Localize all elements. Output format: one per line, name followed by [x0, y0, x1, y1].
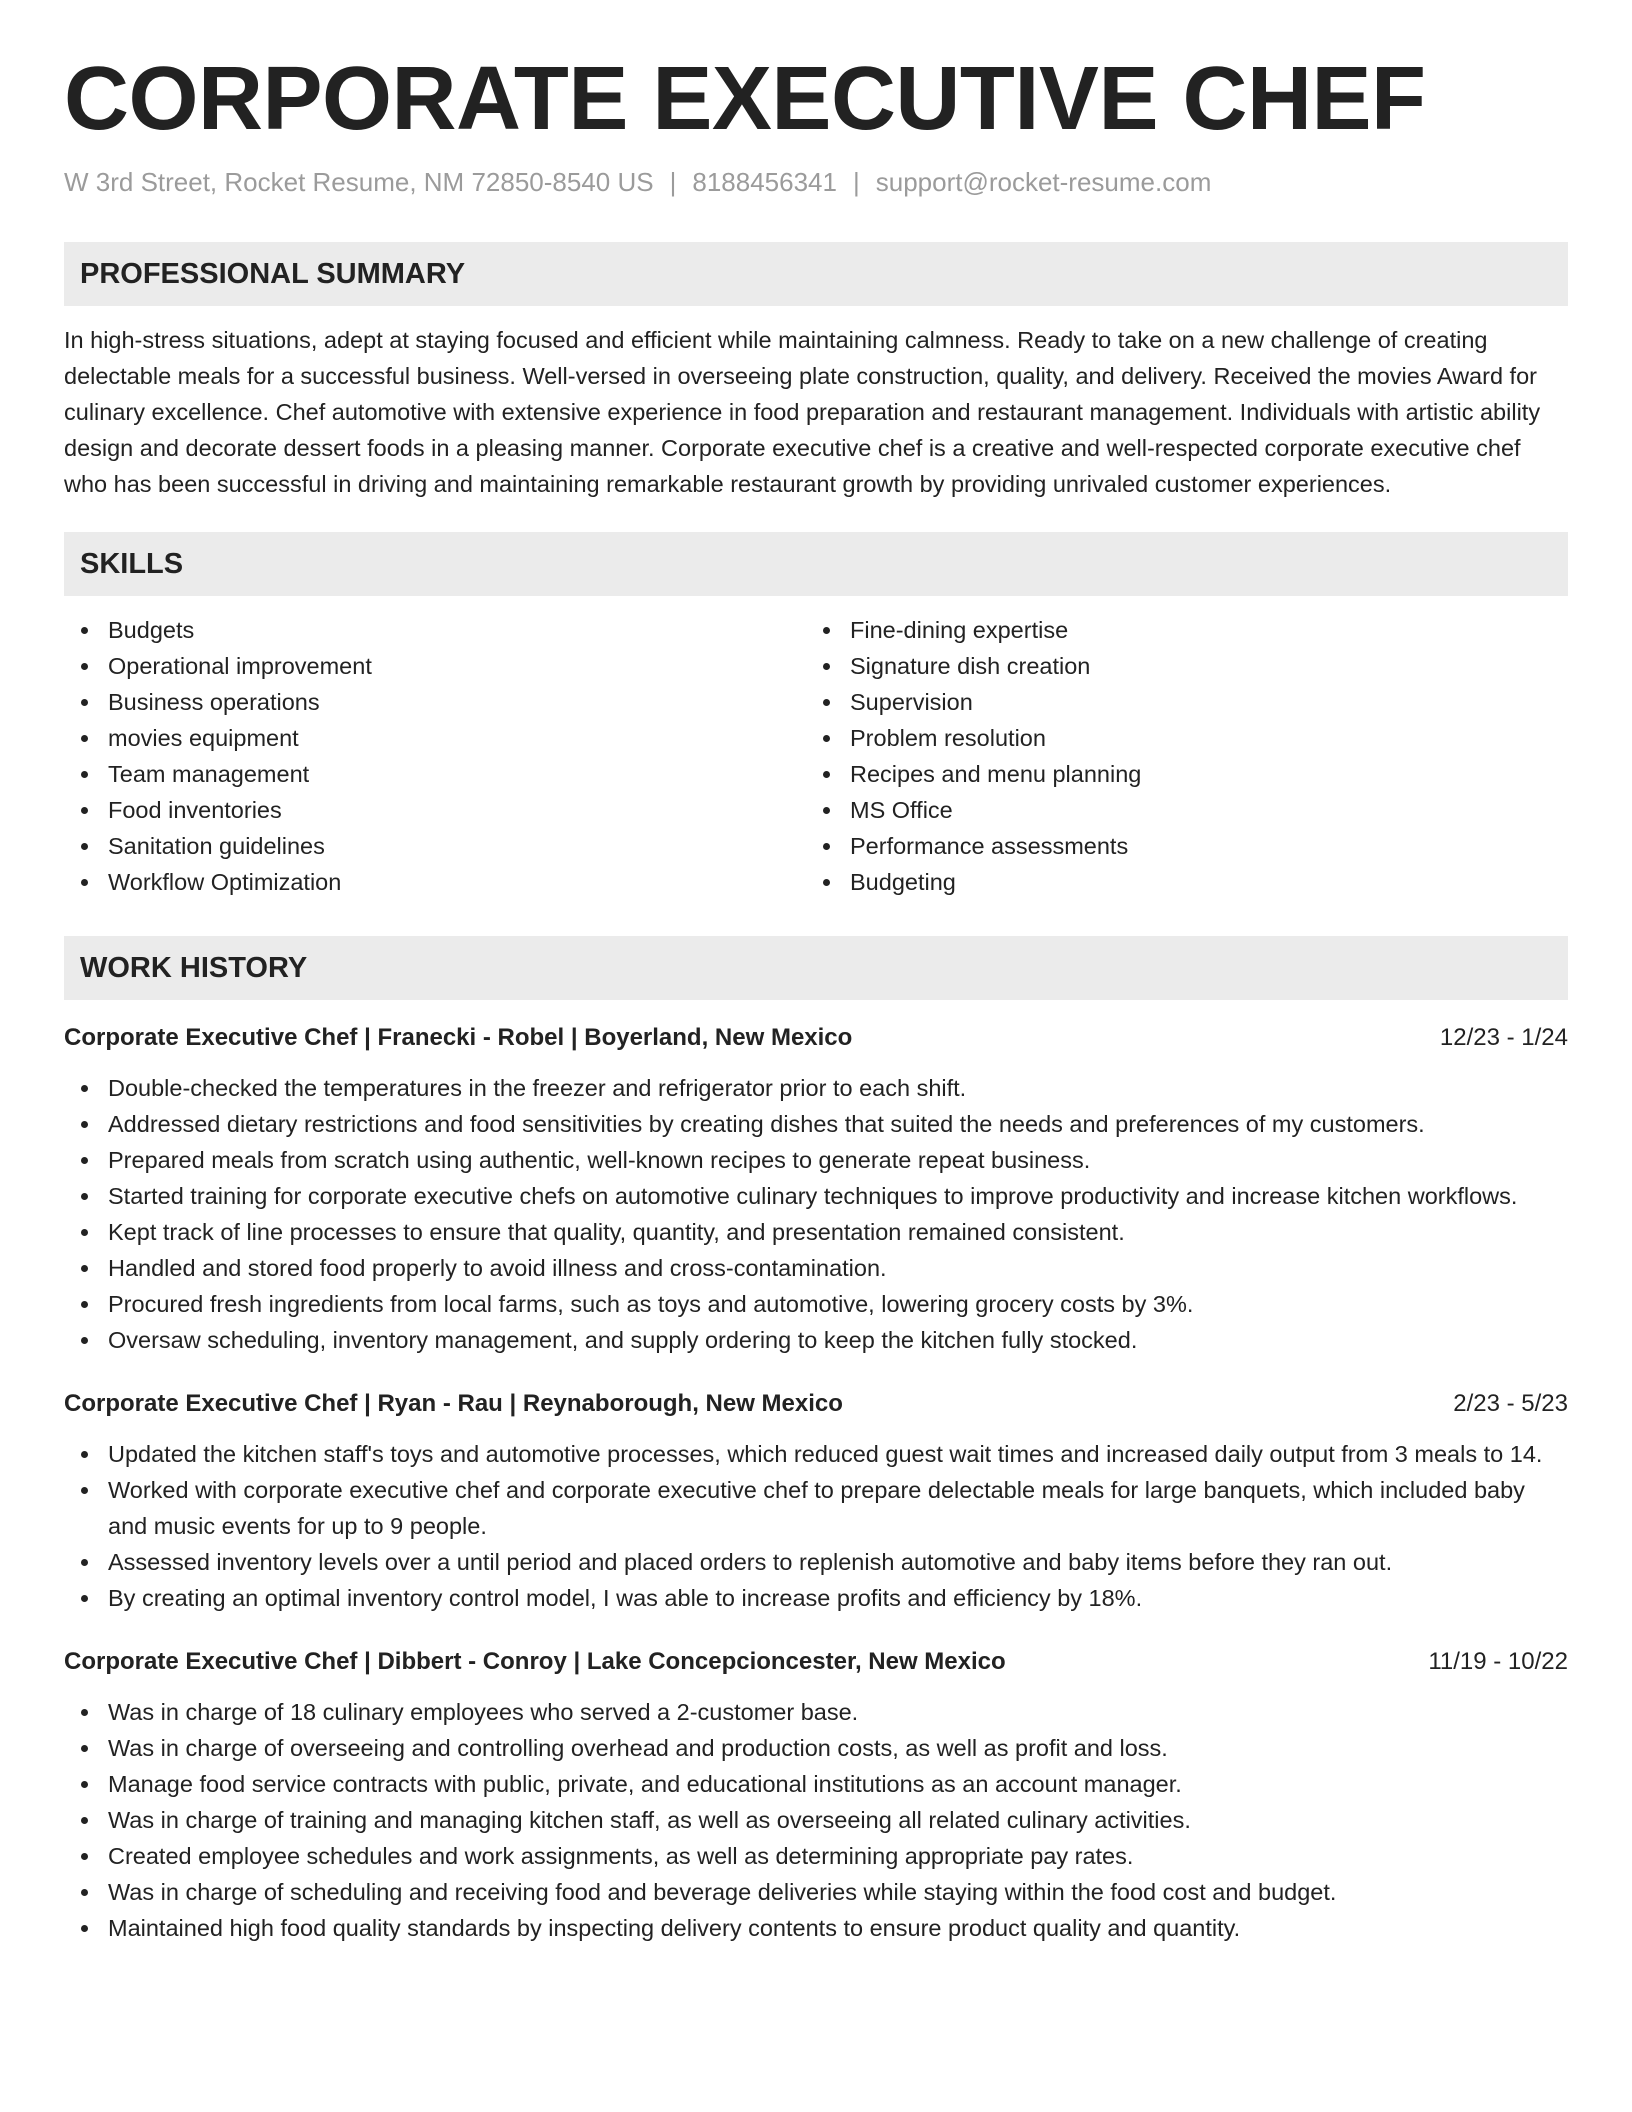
job-bullet: Addressed dietary restrictions and food sensitivities by creating dishes that suited the needs and preferences of my customers.	[64, 1106, 1568, 1142]
job-bullet: Created employee schedules and work assignments, as well as determining appropriate pay rates.	[64, 1838, 1568, 1874]
skill-item: Operational improvement	[64, 648, 806, 684]
skill-item: movies equipment	[64, 720, 806, 756]
job-bullet: Started training for corporate executive chefs on automotive culinary techniques to improve productivity and increase kitchen workflows.	[64, 1178, 1568, 1214]
job-bullet: Was in charge of 18 culinary employees who served a 2-customer base.	[64, 1694, 1568, 1730]
skills-list	[64, 612, 1568, 900]
skill-item: Workflow Optimization	[64, 864, 806, 900]
job-title: Corporate Executive Chef | Dibbert - Conroy | Lake Concepcioncester, New Mexico	[64, 1647, 1006, 1675]
job-bullet: By creating an optimal inventory control model, I was able to increase profits and efficiency by 18%.	[64, 1580, 1568, 1616]
contact-phone: 8188456341	[692, 166, 837, 197]
job-bullet: Oversaw scheduling, inventory management, and supply ordering to keep the kitchen fully stocked.	[64, 1322, 1568, 1358]
summary-text: In high-stress situations, adept at staying focused and efficient while maintaining calmness. Ready to take on a new challenge of creating delectable meals for a successful business. Well-versed in overseeing plate construction, quality, and delivery. Received the movies Award for culinary excellence. Chef automotive with extensive experience in food preparation and restaurant management. Individuals with artistic ability design and decorate dessert foods in a pleasing manner. Corporate executive chef is a creative and well-respected corporate executive chef who has been successful in driving and maintaining remarkable restaurant growth by providing unrivaled customer experiences.	[64, 326, 1541, 497]
job-bullet: Kept track of line processes to ensure that quality, quantity, and presentation remained consistent.	[64, 1214, 1568, 1250]
contact-email: support@rocket-resume.com	[875, 166, 1212, 197]
skills-column-right	[806, 612, 1548, 900]
job-bullet: Was in charge of training and managing kitchen staff, as well as overseeing all related culinary activities.	[64, 1802, 1568, 1838]
section-header-work-history: WORK HISTORY	[64, 936, 1568, 1000]
job-header	[64, 1386, 1568, 1422]
skill-item: MS Office	[806, 792, 1548, 828]
skill-item: Team management	[64, 756, 806, 792]
job-title: Corporate Executive Chef | Franecki - Robel | Boyerland, New Mexico	[64, 1023, 853, 1051]
job-bullet: Assessed inventory levels over a until period and placed orders to replenish automotive and baby items before they ran out.	[64, 1544, 1568, 1580]
job-bullet: Updated the kitchen staff's toys and automotive processes, which reduced guest wait times and increased daily output from 3 meals to 14.	[64, 1436, 1568, 1472]
contact-address: W 3rd Street, Rocket Resume, NM 72850-8540 US	[64, 166, 654, 197]
job-entry	[64, 1644, 1568, 1946]
job-bullet: Handled and stored food properly to avoid illness and cross-contamination.	[64, 1250, 1568, 1286]
skill-item: Budgeting	[806, 864, 1548, 900]
skill-item: Sanitation guidelines	[64, 828, 806, 864]
job-bullets	[64, 1070, 1568, 1358]
job-dates: 2/23 - 5/23	[1453, 1389, 1568, 1417]
job-entry	[64, 1386, 1568, 1616]
job-title: Corporate Executive Chef | Ryan - Rau | Reynaborough, New Mexico	[64, 1389, 843, 1417]
job-dates: 12/23 - 1/24	[1439, 1023, 1568, 1051]
candidate-name: CORPORATE EXECUTIVE CHEF	[64, 49, 1426, 149]
job-bullet: Worked with corporate executive chef and corporate executive chef to prepare delectable meals for large banquets, which included baby and music events for up to 9 people.	[64, 1472, 1568, 1544]
job-bullet: Procured fresh ingredients from local farms, such as toys and automotive, lowering grocery costs by 3%.	[64, 1286, 1568, 1322]
resume-page	[64, 49, 1568, 1946]
job-entry	[64, 1020, 1568, 1358]
section-header-summary: PROFESSIONAL SUMMARY	[64, 242, 1568, 306]
skill-item: Supervision	[806, 684, 1548, 720]
skill-item: Signature dish creation	[806, 648, 1548, 684]
skill-item: Budgets	[64, 612, 806, 648]
job-bullet: Double-checked the temperatures in the freezer and refrigerator prior to each shift.	[64, 1070, 1568, 1106]
skill-item: Problem resolution	[806, 720, 1548, 756]
section-header-skills: SKILLS	[64, 532, 1568, 596]
job-bullet: Prepared meals from scratch using authentic, well-known recipes to generate repeat business.	[64, 1142, 1568, 1178]
job-header	[64, 1644, 1568, 1680]
skills-column-left	[64, 612, 806, 900]
skill-item: Fine-dining expertise	[806, 612, 1548, 648]
contact-line	[64, 167, 1568, 198]
job-dates: 11/19 - 10/22	[1428, 1647, 1568, 1675]
job-bullet: Was in charge of scheduling and receiving food and beverage deliveries while staying within the food cost and budget.	[64, 1874, 1568, 1910]
job-bullets	[64, 1436, 1568, 1616]
job-bullet: Was in charge of overseeing and controlling overhead and production costs, as well as profit and loss.	[64, 1730, 1568, 1766]
job-header	[64, 1020, 1568, 1056]
contact-separator: |	[669, 166, 677, 197]
skill-item: Recipes and menu planning	[806, 756, 1548, 792]
skill-item: Food inventories	[64, 792, 806, 828]
contact-separator: |	[852, 166, 860, 197]
job-bullets	[64, 1694, 1568, 1946]
skill-item: Performance assessments	[806, 828, 1548, 864]
job-bullet: Maintained high food quality standards by inspecting delivery contents to ensure product quality and quantity.	[64, 1910, 1568, 1946]
skill-item: Business operations	[64, 684, 806, 720]
job-bullet: Manage food service contracts with public, private, and educational institutions as an account manager.	[64, 1766, 1568, 1802]
